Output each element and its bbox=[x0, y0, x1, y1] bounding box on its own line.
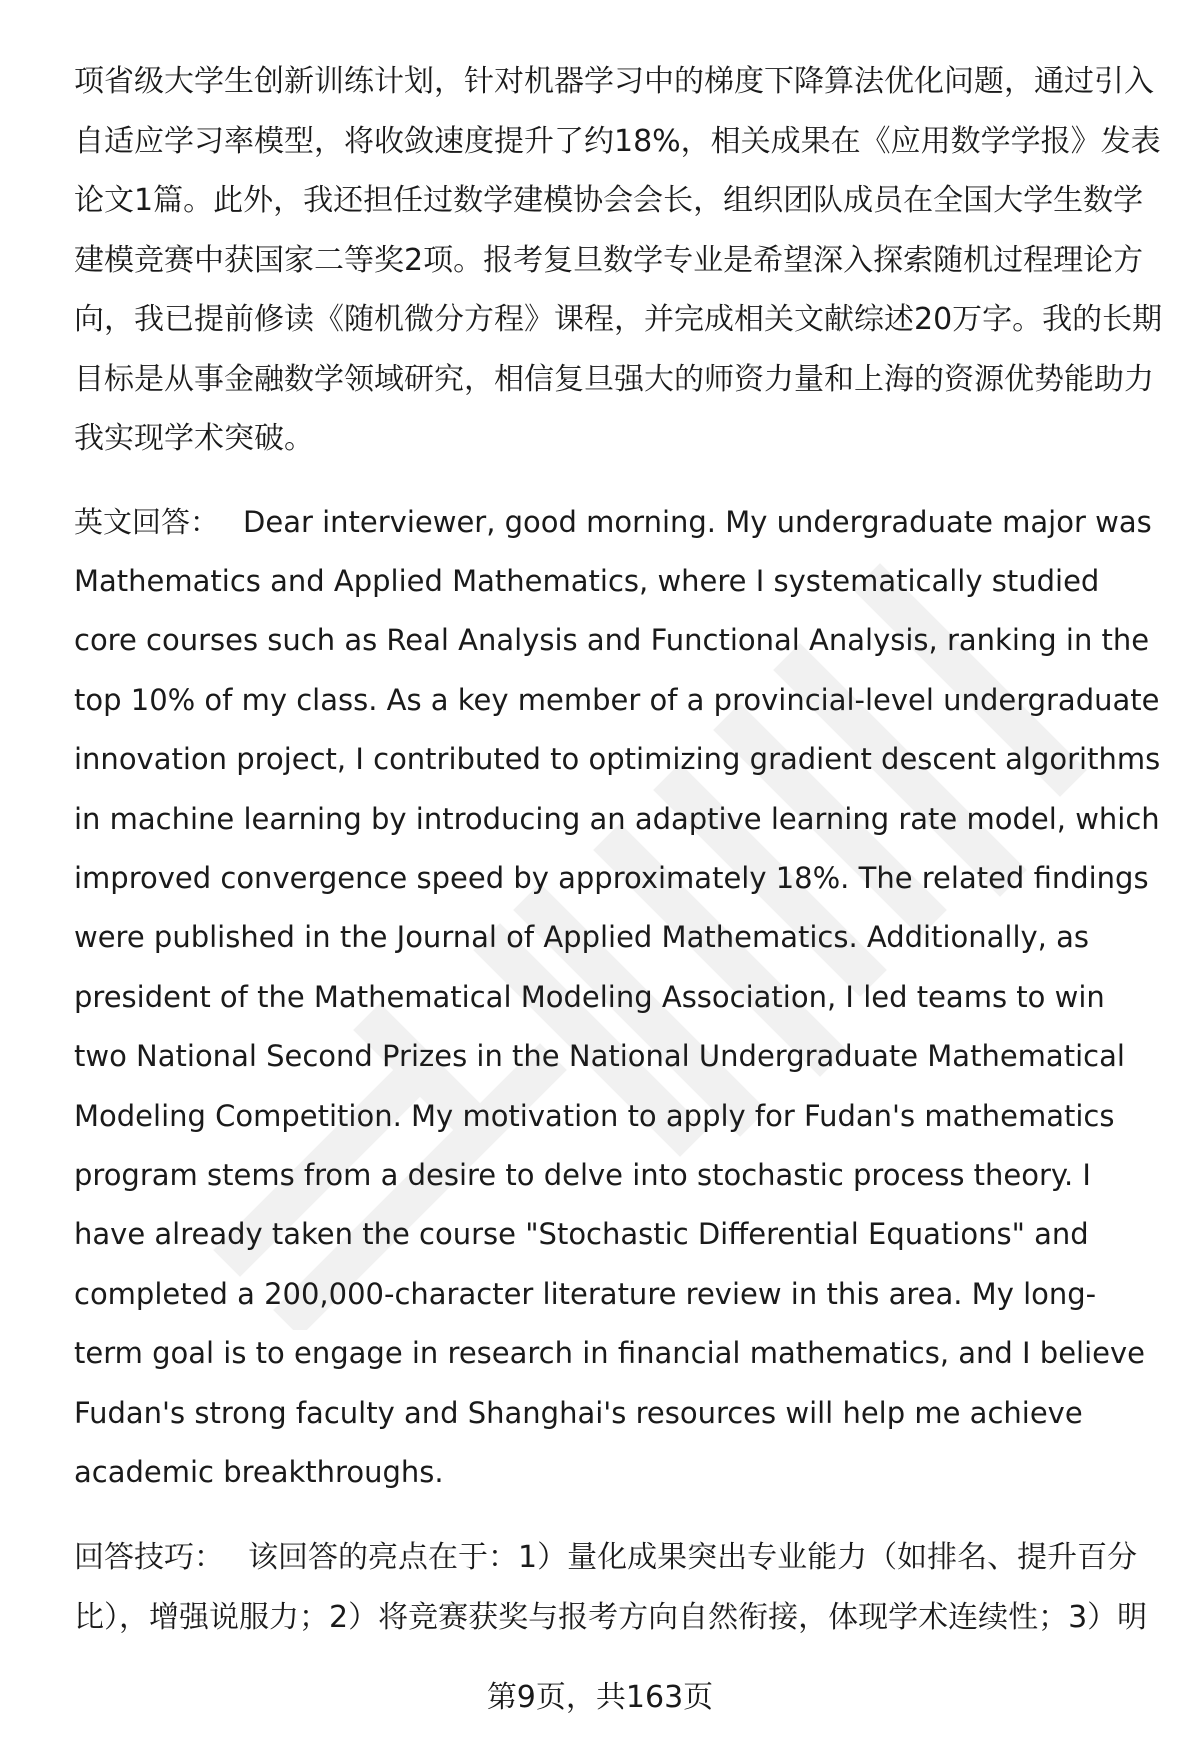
answer-tips-label: 回答技巧： bbox=[74, 1540, 224, 1576]
answer-tips-text: 该回答的亮点在于：1）量化成果突出专业能力（如排名、提升百分 比），增强说服力；2）将竞赛获奖与报考方向自然衔接，体现学术连续性；3）明 bbox=[74, 1540, 1148, 1635]
answer-tips-paragraph bbox=[74, 1528, 1164, 1647]
page-number-footer: 第9页，共163页 bbox=[486, 1680, 714, 1715]
english-answer-label: 英文回答： bbox=[74, 504, 220, 539]
english-answer-text: Dear interviewer, good morning. My undergraduate major was Mathematics and Applied Mathematics, where I systematically studied core courses such as Real Analysis and Functional Analysis, ranking in the top 10% of my class. As a key member of a provincial-level undergraduate innovation project, I contributed to optimizing gradient descent algorithms in machine learning by introducing an adaptive learning rate model, which improved convergence speed by approximately 18%. The related findings were published in the Journal of Applied Mathematics. Additionally, as president of the Mathematical Modeling Association, I led teams to win two National Second Prizes in the National Undergraduate Mathematical Modeling Competition. My motivation to apply for Fudan's mathematics program stems from a desire to delve into stochastic process theory. I have already taken the course "Stochastic Differential Equations" and completed a 200,000-character literature review in this area. My long-term goal is to engage in research in financial mathematics, and I believe Fudan's strong faculty and Shanghai's resources will help me achieve academic breakthroughs. bbox=[74, 504, 1161, 1489]
page-content bbox=[74, 52, 1164, 1647]
chinese-paragraph: 项省级大学生创新训练计划，针对机器学习中的梯度下降算法优化问题，通过引入 自适应学习率模型，将收敛速度提升了约18%，相关成果在《应用数学学报》发表 论文1篇。此外，我还担任过数学建模协会会长，组织团队成员在全国大学生数学 建模竞赛中获国家二等奖2项。报考复旦数学专业是希望深入探索随机过程理论方 向，我已提前修读《随机微分方程》课程，并完成相关文献综述20万字。我的长期 目标是从事金融数学领域研究，相信复旦强大的师资力量和上海的资源优势能助力 我实现学术突破。 bbox=[74, 64, 1163, 456]
english-answer-paragraph bbox=[74, 493, 1164, 1503]
